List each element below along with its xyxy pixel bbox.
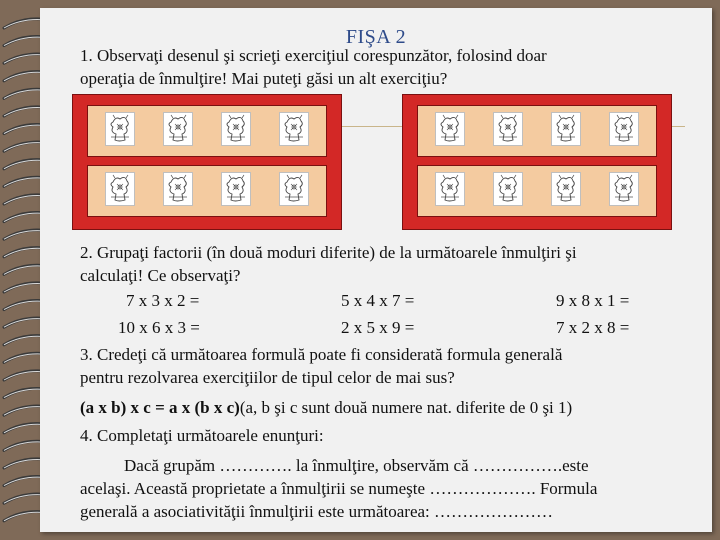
drawing-row [87, 165, 327, 217]
equation: 9 x 8 x 1 = [556, 291, 630, 310]
drawing-row [87, 105, 327, 157]
sketch-drawing [105, 112, 135, 151]
equation: 5 x 4 x 7 = [341, 291, 415, 310]
equation: 2 x 5 x 9 = [341, 318, 415, 337]
sketch-drawing [493, 172, 523, 211]
exercise-2-line-2: calculaţi! Ce observaţi? [80, 266, 241, 285]
exercise-4-line-4: generală a asociativităţii înmulţirii este următoarea: ………………… [80, 502, 554, 521]
sketch-drawing [609, 172, 639, 211]
equation: 10 x 6 x 3 = [118, 318, 200, 337]
exercise-1-line-1: 1. Observaţi desenul şi scrieţi exerciţiul corespunzător, folosind doar [80, 46, 547, 65]
equation: 7 x 3 x 2 = [126, 291, 200, 310]
sketch-drawing [163, 172, 193, 211]
sketch-drawing [435, 112, 465, 151]
exercise-3-line-2: pentru rezolvarea exerciţiilor de tipul celor de mai sus? [80, 368, 455, 387]
exercise-4-line-2: Dacă grupăm …………. la înmulţire, observăm că …………….este [124, 456, 589, 475]
sketch-drawing [279, 172, 309, 211]
exercise-3-formula-line [80, 397, 572, 419]
drawing-row [417, 165, 657, 217]
exercise-1-line-2: operaţia de înmulţire! Mai puteţi găsi un alt exerciţiu? [80, 69, 448, 88]
sketch-drawing [609, 112, 639, 151]
sketch-drawing [435, 172, 465, 211]
page-title: FIŞA 2 [345, 26, 407, 48]
associativity-formula: (a x b) x c = a x (b x c) [80, 398, 240, 417]
drawing-group-left [72, 94, 342, 230]
sketch-drawing [551, 112, 581, 151]
sketch-drawing [279, 112, 309, 151]
exercise-3-line-1: 3. Credeţi că următoarea formulă poate fi considerată formula generală [80, 345, 563, 364]
exercise-4-line-3: acelaşi. Această proprietate a înmulţirii se numeşte ………………. Formula [80, 479, 598, 498]
sketch-drawing [221, 172, 251, 211]
exercise-2-line-1: 2. Grupaţi factorii (în două moduri diferite) de la următoarele înmulţiri şi [80, 243, 577, 262]
sketch-drawing [493, 112, 523, 151]
drawing-row [417, 105, 657, 157]
equation: 7 x 2 x 8 = [556, 318, 630, 337]
sketch-drawing [551, 172, 581, 211]
drawing-group-right [402, 94, 672, 230]
exercise-4-line-1: 4. Completaţi următoarele enunţuri: [80, 426, 324, 445]
sketch-drawing [163, 112, 193, 151]
sketch-drawing [221, 112, 251, 151]
sketch-drawing [105, 172, 135, 211]
formula-note: (a, b şi c sunt două numere nat. diferite de 0 şi 1) [239, 398, 573, 417]
